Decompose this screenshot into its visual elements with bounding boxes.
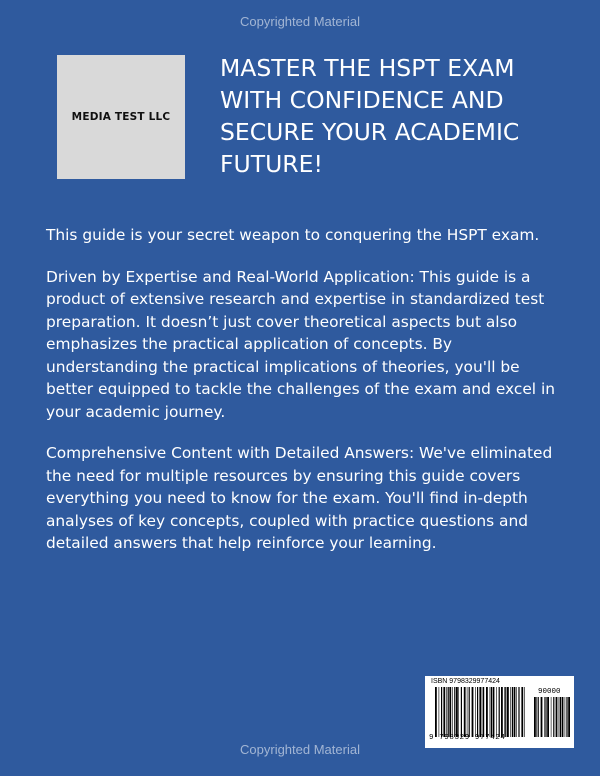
barcode-bar bbox=[568, 697, 570, 737]
barcode-bar bbox=[514, 687, 516, 737]
barcode-bar bbox=[516, 687, 517, 737]
barcode-bar bbox=[448, 687, 449, 737]
barcode-digits: 9 798329 977424 bbox=[429, 734, 506, 742]
barcode-bar bbox=[504, 687, 505, 737]
barcode-bar bbox=[435, 687, 437, 737]
barcode-bar bbox=[439, 687, 440, 737]
barcode-bar bbox=[472, 687, 474, 737]
barcode-bar bbox=[551, 697, 552, 737]
barcode-bar bbox=[507, 687, 509, 737]
barcode-bar bbox=[566, 697, 567, 737]
description-paragraph: Driven by Expertise and Real-World Application: This guide is a product of extensive research and expertise in standardized test preparation. It doesn’t just cover theoretical aspects but also emphasizes the practical application of concepts. By understanding the practical implications of theories, you'll be better equipped to tackle the challenges of the exam and excel in your academic journey. bbox=[46, 267, 555, 421]
barcode-bar bbox=[464, 687, 466, 737]
book-description bbox=[46, 224, 566, 574]
barcode-bar bbox=[556, 697, 558, 737]
barcode-bar bbox=[534, 697, 536, 737]
barcode-bar bbox=[461, 687, 462, 737]
barcode-bar bbox=[486, 687, 488, 737]
barcode-bar bbox=[482, 687, 483, 737]
barcode-addon-number: 90000 bbox=[538, 688, 561, 696]
barcode-bar bbox=[521, 687, 523, 737]
barcode-bar bbox=[452, 687, 453, 737]
barcode-bar bbox=[490, 687, 491, 737]
barcode-bar bbox=[565, 697, 566, 737]
description-paragraph: This guide is your secret weapon to conquering the HSPT exam. bbox=[46, 226, 540, 244]
publisher-logo-box bbox=[57, 55, 185, 179]
barcode-bar bbox=[544, 697, 545, 737]
barcode-bar bbox=[441, 687, 442, 737]
barcode-bar bbox=[449, 687, 451, 737]
barcode-bar bbox=[562, 697, 564, 737]
barcode-bar bbox=[496, 687, 497, 737]
barcode-bar bbox=[479, 687, 481, 737]
barcode-bar bbox=[467, 687, 468, 737]
barcode-bar bbox=[501, 687, 503, 737]
description-paragraph: Comprehensive Content with Detailed Answers: We've eliminated the need for multiple resources by ensuring this guide covers everything you need to know for the exam. You'll find in-depth analyses of key concepts, coupled with practice questions and detailed answers that help reinforce your learning. bbox=[46, 444, 553, 552]
barcode-bar bbox=[536, 697, 537, 737]
barcode-bar bbox=[524, 687, 525, 737]
barcode-bars-main bbox=[435, 687, 527, 737]
barcode-bars-addon bbox=[534, 697, 570, 737]
barcode-bar bbox=[491, 687, 492, 737]
barcode-bar bbox=[443, 687, 445, 737]
barcode-bar bbox=[518, 687, 519, 737]
barcode-bar bbox=[512, 687, 513, 737]
barcode-bar bbox=[545, 697, 546, 737]
publisher-name: MEDIA TEST LLC bbox=[71, 111, 171, 123]
barcode-bar bbox=[553, 697, 554, 737]
barcode-bar bbox=[456, 687, 458, 737]
barcode-bar bbox=[559, 697, 560, 737]
book-headline: MASTER THE HSPT EXAM WITH CONFIDENCE AND SECURE YOUR ACADEMIC FUTURE! bbox=[220, 54, 520, 178]
barcode-bar bbox=[505, 687, 506, 737]
copyright-watermark-top: Copyrighted Material bbox=[240, 14, 360, 29]
barcode-bar bbox=[458, 687, 459, 737]
barcode-bar bbox=[483, 687, 484, 737]
barcode-bar bbox=[547, 697, 549, 737]
barcode-bar bbox=[538, 697, 539, 737]
barcode-bar bbox=[510, 687, 511, 737]
barcode-bar bbox=[469, 687, 470, 737]
barcode-bar bbox=[499, 687, 500, 737]
isbn-barcode bbox=[425, 676, 574, 748]
barcode-bar bbox=[477, 687, 478, 737]
barcode-bar bbox=[475, 687, 476, 737]
barcode-bar bbox=[454, 687, 455, 737]
barcode-bar bbox=[560, 697, 561, 737]
barcode-bar bbox=[446, 687, 447, 737]
barcode-bar bbox=[541, 697, 543, 737]
isbn-label: ISBN 9798329977424 bbox=[431, 678, 500, 685]
barcode-bar bbox=[493, 687, 495, 737]
copyright-watermark-bottom: Copyrighted Material bbox=[240, 742, 360, 757]
